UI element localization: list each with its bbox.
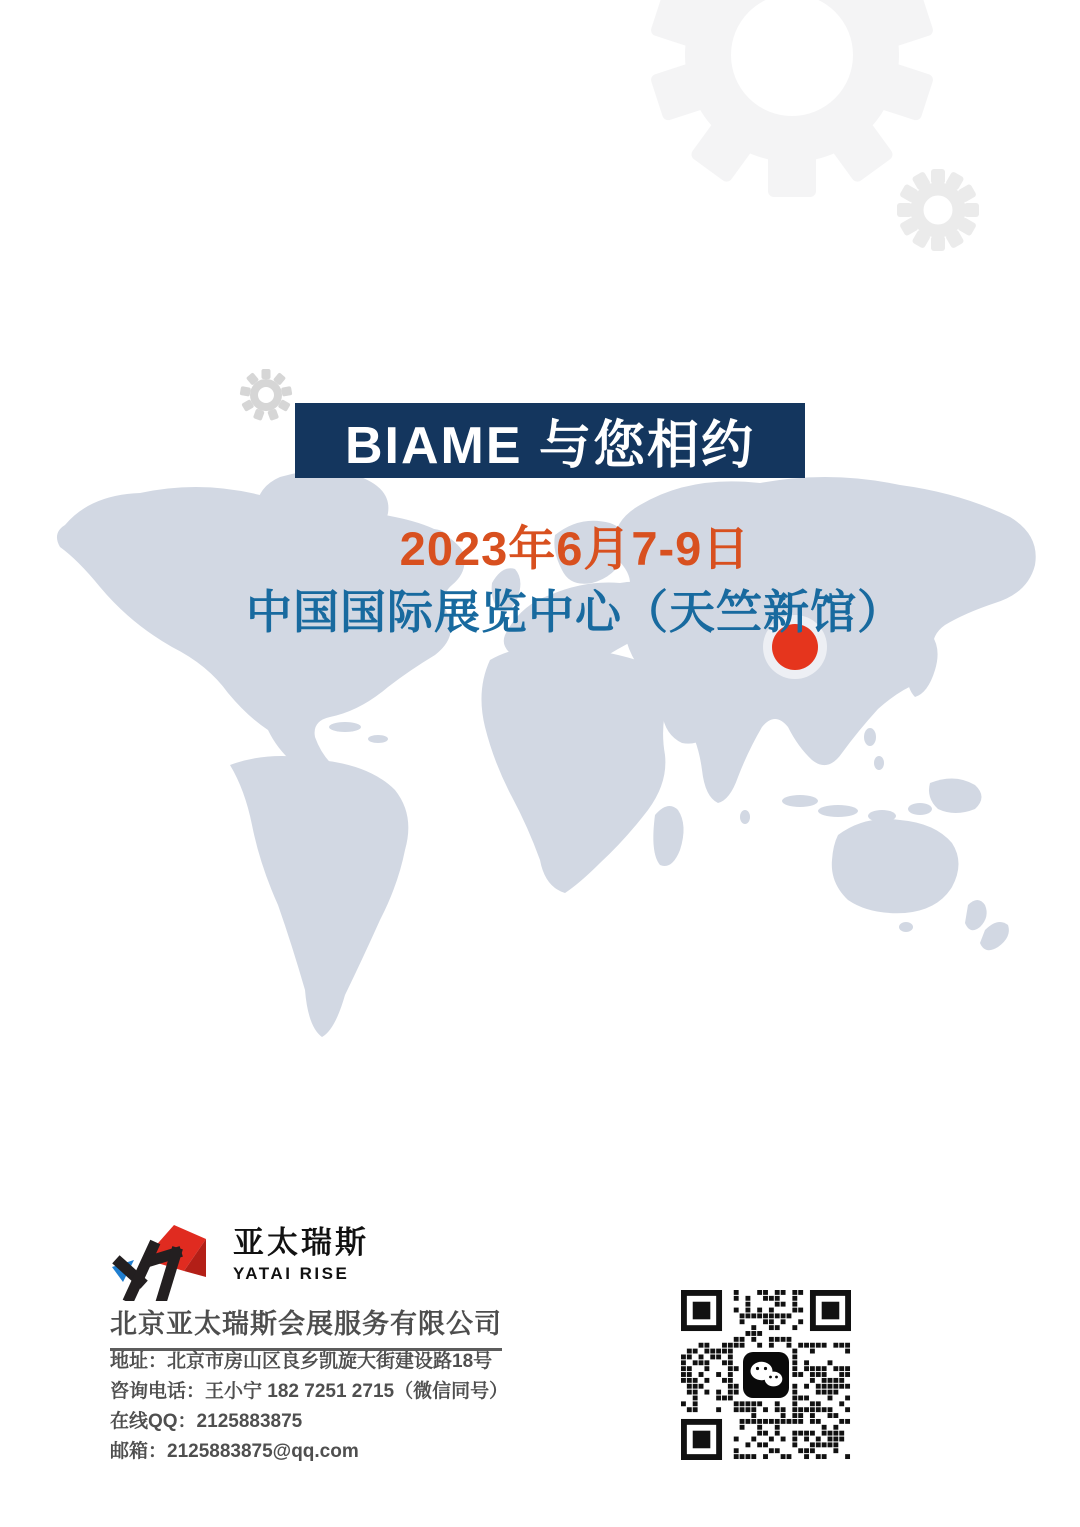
gear-icon (642, 0, 942, 205)
company-name: 北京亚太瑞斯会展服务有限公司 (110, 1302, 502, 1351)
event-date: 2023年6月7-9日 (399, 522, 751, 575)
contact-address: 地址：北京市房山区良乡凯旋大街建设路18号 (110, 1351, 493, 1372)
logo-text (233, 1227, 369, 1282)
gear-icon (883, 155, 993, 265)
wechat-icon (742, 1351, 790, 1399)
event-venue: 中国国际展览中心（天竺新馆） (246, 586, 904, 638)
contact-qq: 在线QQ：2125883875 (110, 1411, 303, 1432)
yatai-rise-logo (106, 1219, 214, 1301)
wechat-qr-code (681, 1290, 851, 1460)
event-banner (295, 403, 805, 478)
contact-email: 邮箱：2125883875@qq.com (110, 1441, 359, 1462)
logo-name-cn: 亚太瑞斯 (233, 1225, 369, 1260)
gear-icon (236, 365, 296, 425)
banner-title: BIAME 与您相约 (344, 417, 755, 475)
logo-name-en: YATAI RISE (233, 1264, 350, 1283)
contact-info (110, 1347, 508, 1467)
contact-phone: 咨询电话：王小宁 182 7251 2715（微信同号） (110, 1381, 509, 1402)
